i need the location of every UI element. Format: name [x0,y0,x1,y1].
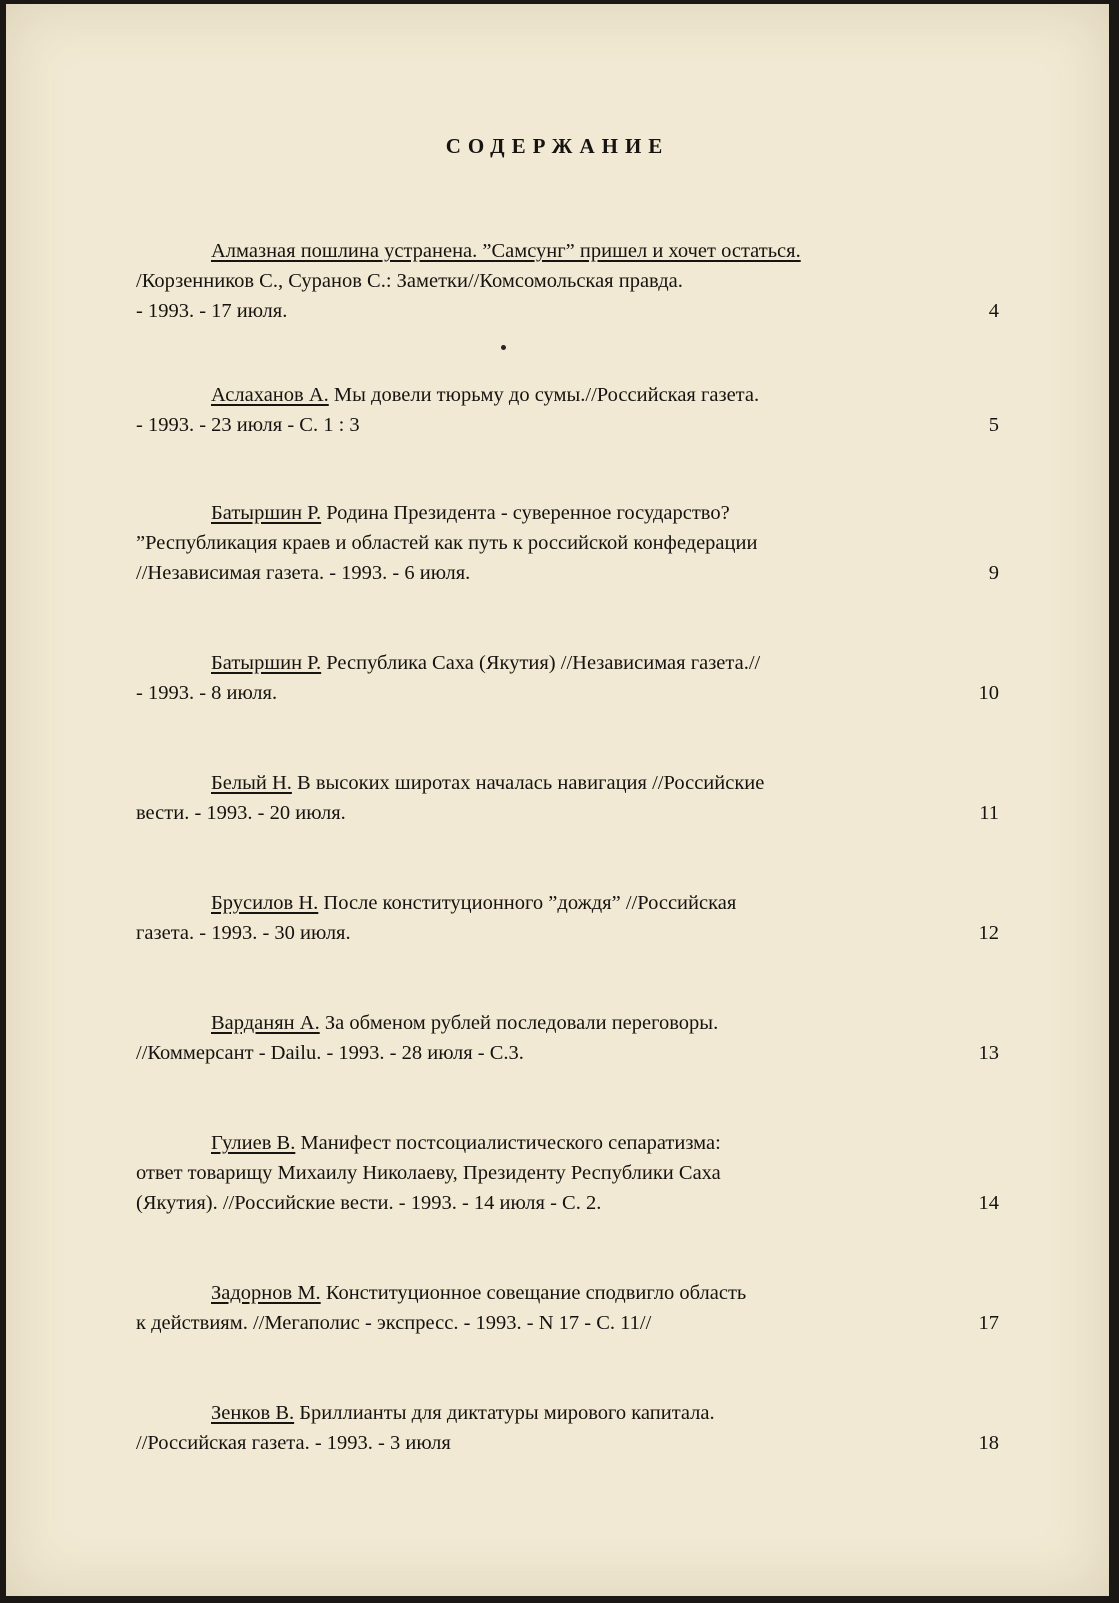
entry-first-line [211,1402,715,1425]
entry-line: /Корзенников С., Суранов С.: Заметки//Комсомольская правда. [136,270,683,292]
entry-author: Батыршин Р. [211,502,322,524]
stray-dot [501,345,506,350]
entry-title: Республика Саха (Якутия) //Независимая газета.// [321,652,761,674]
entry-first-line [211,502,730,525]
entry-first-line [211,240,801,263]
entry-title: В высоких широтах началась навигация //Российские [291,772,765,794]
entry-title: Мы довели тюрьму до сумы.//Российская газета. [328,384,760,406]
entry-page-number: 14 [978,1192,999,1214]
entry-title: Конституционное совещание сподвигло область [320,1282,747,1304]
entry-author: Белый Н. [211,772,292,794]
entry-page-number: 12 [978,922,999,944]
entry-first-line [211,772,764,795]
entry-title: Бриллианты для диктатуры мирового капитала. [294,1402,715,1424]
entry-author: Брусилов Н. [211,892,319,914]
entry-line: ответ товарищу Михаилу Николаеву, Президенту Республики Саха [136,1162,721,1184]
entry-page-number: 17 [978,1312,999,1334]
entry-first-line [211,384,759,407]
entry-author: Батыршин Р. [211,652,322,674]
entry-first-line [211,892,736,915]
entry-first-line [211,1132,721,1155]
entry-line: //Российская газета. - 1993. - 3 июля [136,1432,451,1454]
entry-page-number: 5 [988,414,999,436]
entry-line: //Коммерсант - Dailu. - 1993. - 28 июля - С.3. [136,1042,524,1064]
entry-line: газета. - 1993. - 30 июля. [136,922,351,944]
entry-page-number: 13 [978,1042,999,1064]
entry-title: После конституционного ”дождя” //Российская [318,892,737,914]
entry-title: За обменом рублей последовали переговоры. [319,1012,719,1034]
entry-first-line [211,1012,718,1035]
entry-author: Задорнов М. [211,1282,321,1304]
page-title: СОДЕРЖАНИЕ [445,134,670,158]
entry-first-line [211,1282,746,1305]
entry-title: Манифест постсоциалистического сепаратизма: [295,1132,721,1154]
entry-page-number: 11 [979,802,999,824]
entry-first-line [211,652,760,675]
entry-author: Аслаханов А. [211,384,329,406]
entry-line: - 1993. - 17 июля. [136,300,288,322]
entry-line: к действиям. //Мегаполис - экспресс. - 1993. - N 17 - С. 11// [136,1312,652,1334]
entry-line: //Независимая газета. - 1993. - 6 июля. [136,562,471,584]
entry-author: Зенков В. [211,1402,295,1424]
entry-author: Алмазная пошлина устранена. ”Самсунг” пришел и хочет остаться. [211,240,801,262]
entry-page-number: 9 [988,562,999,584]
entry-page-number: 4 [988,300,999,322]
entry-author: Гулиев В. [211,1132,296,1154]
document-page [6,4,1109,1596]
entry-author: Варданян А. [211,1012,320,1034]
entry-line: вести. - 1993. - 20 июля. [136,802,346,824]
entry-line: - 1993. - 8 июля. [136,682,278,704]
entry-page-number: 18 [978,1432,999,1454]
entry-line: - 1993. - 23 июля - С. 1 : 3 [136,414,360,436]
entry-page-number: 10 [978,682,999,704]
entry-title: Родина Президента - суверенное государство? [321,502,730,524]
entry-line: (Якутия). //Российские вести. - 1993. - 14 июля - С. 2. [136,1192,602,1214]
entry-line: ”Республикация краев и областей как путь к российской конфедерации [136,532,758,554]
